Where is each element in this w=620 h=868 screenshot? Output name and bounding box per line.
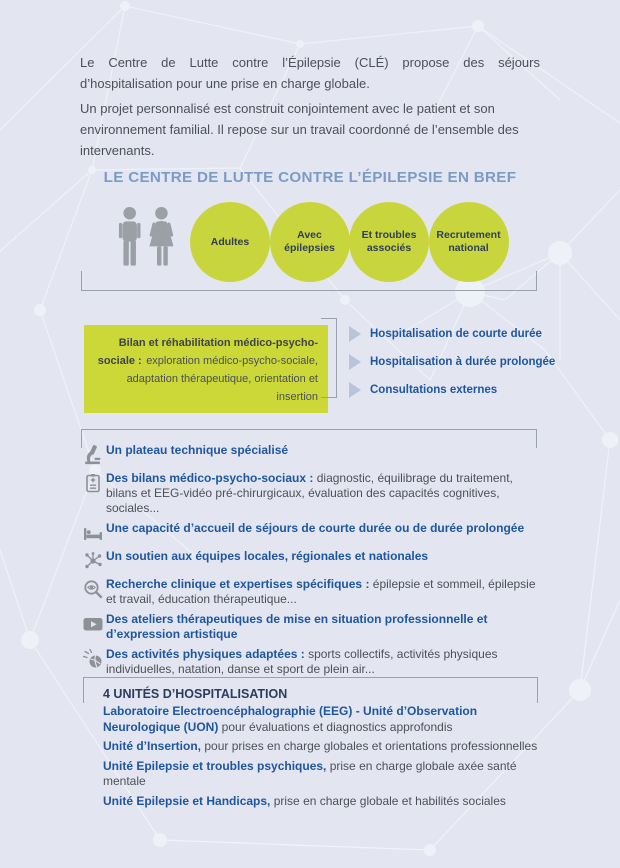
units-heading: 4 UNITÉS D’HOSPITALISATION	[103, 687, 288, 701]
services-list	[80, 443, 542, 682]
service-item	[80, 647, 542, 677]
video-player-icon	[80, 612, 106, 642]
arrow-right-icon	[349, 326, 361, 342]
service-text: Des ateliers thérapeutiques de mise en situation professionnelle et d’expression artistique	[106, 612, 488, 641]
service-item	[80, 471, 542, 516]
service-text: Un soutien aux équipes locales, régionales et nationales	[106, 549, 429, 563]
service-item	[80, 443, 542, 466]
outcomes-list	[349, 322, 614, 406]
info-circle-recrutement: Recrutement national	[429, 202, 509, 282]
service-item	[80, 577, 542, 607]
network-icon	[80, 549, 106, 572]
care-box-bracket-line	[321, 318, 337, 398]
unit-item: Laboratoire Electroencéphalographie (EEG) - Unité d’Observation Neurologique (UON) pour évaluations et diagnostics approfondis	[103, 704, 478, 734]
info-circle-adultes: Adultes	[190, 202, 270, 282]
arrow-right-icon	[349, 354, 361, 370]
care-box-title: Bilan et réhabilitation médico-psycho-sociale :	[97, 337, 318, 367]
service-item	[80, 521, 542, 544]
unit-item: Unité Epilepsie et troubles psychiques, prise en charge globale axée santé mentale	[103, 758, 517, 788]
intro-paragraph: Le Centre de Lutte contre l’Épilepsie (CLÉ) propose des séjours d’hospitalisation pour une prise en charge globale.	[80, 55, 540, 91]
service-text: Des activités physiques adaptées : sports collectifs, activités physiques individuelles, natation, danse et sport de plein air...	[106, 647, 498, 676]
unit-item: Unité d’Insertion, pour prises en charge globales et orientations professionnelles	[103, 739, 538, 753]
outcome-label: Hospitalisation de courte durée	[370, 327, 542, 340]
intro-text	[80, 52, 540, 165]
service-text: Un plateau technique spécialisé	[106, 443, 289, 457]
bed-icon	[80, 521, 106, 544]
outcome-label: Consultations externes	[370, 383, 498, 396]
info-circle-troubles: Et troubles associés	[349, 202, 429, 282]
arrow-right-icon	[349, 382, 361, 398]
service-item	[80, 612, 542, 642]
info-circle-epilepsies: Avec épilepsies	[270, 202, 350, 282]
intro-paragraph: Un projet personnalisé est construit conjointement avec le patient et son environnement familial. Il repose sur un travail coordonné de l’ensemble des intervenants.	[80, 101, 519, 158]
clipboard-plus-icon	[80, 471, 106, 516]
unit-item: Unité Epilepsie et Handicaps, prise en charge globale et habilités sociales	[103, 793, 506, 808]
magnifier-eye-icon	[80, 577, 106, 607]
microscope-icon	[80, 443, 106, 466]
outcome-label: Hospitalisation à durée prolongée	[370, 355, 556, 368]
outcome-item	[349, 350, 614, 373]
care-box-text: exploration médico-psycho-sociale, adaptation thérapeutique, orientation et insertion	[126, 355, 318, 403]
outcome-item	[349, 322, 614, 345]
service-text: Une capacité d’accueil de séjours de courte durée ou de durée prolongée	[106, 521, 525, 535]
circles-bracket-line	[81, 271, 537, 291]
man-woman-icon	[116, 206, 178, 281]
care-box	[84, 325, 328, 413]
sports-ball-icon	[80, 647, 106, 677]
service-text: Recherche clinique et expertises spécifiques : épilepsie et sommeil, épilepsie et travail, éducation thérapeutique...	[106, 577, 536, 606]
service-text: Des bilans médico-psycho-sociaux : diagnostic, équilibrage du traitement, bilans et EEG-vidéo pré-chirurgicaux, évaluation des capacités cognitives, sociales...	[106, 471, 513, 515]
outcome-item	[349, 378, 614, 401]
section-heading: LE CENTRE DE LUTTE CONTRE L’ÉPILEPSIE EN BREF	[103, 169, 517, 186]
units-section	[103, 687, 540, 813]
service-item	[80, 549, 542, 572]
